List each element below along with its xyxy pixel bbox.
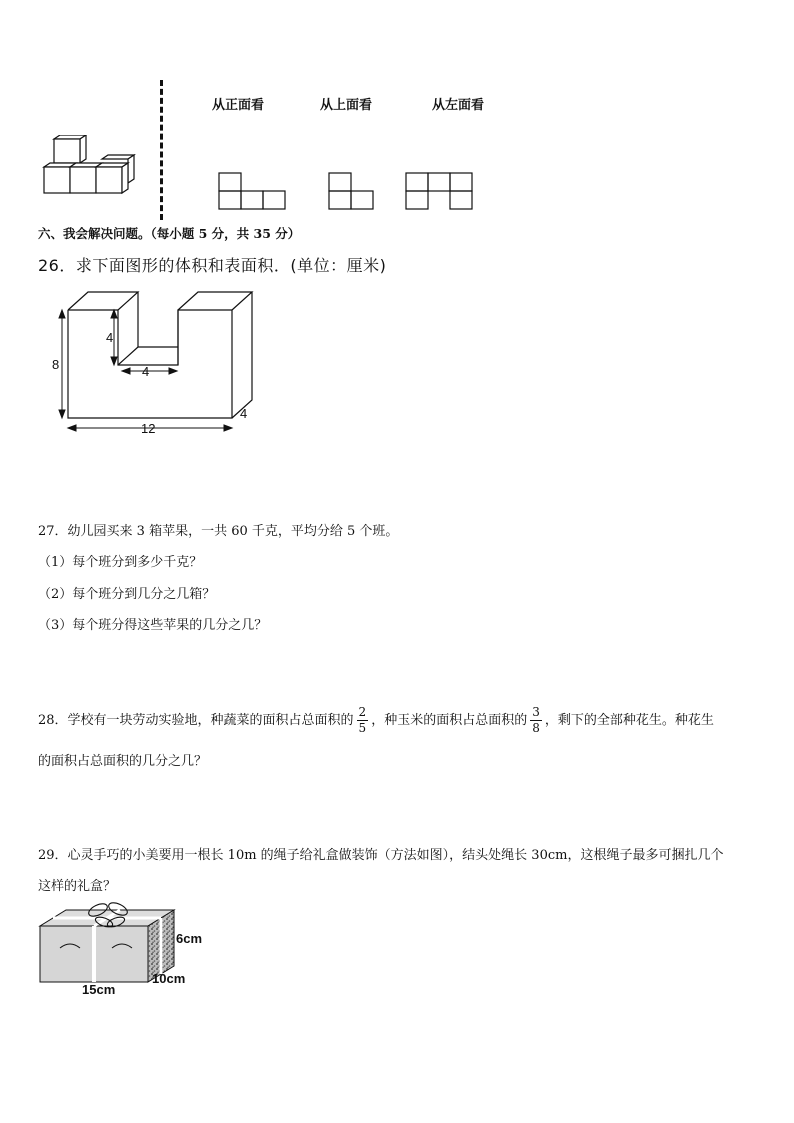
front-view-grid bbox=[218, 172, 290, 212]
front-view-label: 从正面看 bbox=[212, 98, 265, 113]
gift-width-label: 10cm bbox=[152, 971, 186, 986]
question-28-part-1: 28．学校有一块劳动实验地，种蔬菜的面积占总面积的 bbox=[38, 713, 354, 728]
fraction-three-eighths: $\frac{3}{8}$ bbox=[532, 705, 540, 735]
question-29-line-1: 29．心灵手巧的小美要用一根长 10m 的绳子给礼盒做装饰（方法如图），结头处绳长 30cm，这根绳子最多可捆扎几个 bbox=[38, 848, 724, 863]
question-28-part-2: ，种玉米的面积占总面积的 bbox=[371, 713, 528, 728]
fraction-two-fifths: $\frac{2}{5}$ bbox=[358, 705, 367, 735]
top-view-grid bbox=[328, 172, 378, 212]
cube-arrangement-figure bbox=[40, 135, 145, 197]
gift-length-label: 15cm bbox=[82, 982, 116, 997]
dim-notch-width-label: 4 bbox=[142, 364, 150, 379]
dim-depth-label: 4 bbox=[240, 406, 248, 421]
gift-height-label: 6cm bbox=[176, 931, 203, 946]
question-28-line-1 bbox=[38, 703, 714, 739]
question-29-line-2: 这样的礼盒？ bbox=[38, 879, 117, 894]
question-26-text: 26．求下面图形的体积和表面积．(单位：厘米) bbox=[38, 256, 387, 275]
dim-height-label: 8 bbox=[52, 357, 60, 372]
left-view-grid bbox=[405, 172, 477, 212]
question-28-line-2: 的面积占总面积的几分之几？ bbox=[38, 754, 208, 769]
dim-notch-depth-label: 4 bbox=[106, 330, 114, 345]
left-view-label: 从左面看 bbox=[432, 98, 485, 113]
question-27-sub-2: （2）每个班分到几分之几箱？ bbox=[38, 587, 216, 602]
top-view-label: 从上面看 bbox=[320, 98, 373, 113]
question-28-part-3: ，剩下的全部种花生。种花生 bbox=[544, 713, 714, 728]
question-27-text: 27．幼儿园买来 3 箱苹果，一共 60 千克，平均分给 5 个班。 bbox=[38, 524, 399, 539]
section-6-heading: 六、我会解决问题。（每小题 5 分，共 35 分） bbox=[38, 226, 301, 241]
question-27-sub-3: （3）每个班分得这些苹果的几分之几？ bbox=[38, 618, 268, 633]
u-shape-prism-figure bbox=[50, 285, 265, 440]
dim-length-label: 12 bbox=[141, 421, 156, 436]
question-27-sub-1: （1）每个班分到多少千克？ bbox=[38, 555, 203, 570]
gift-box-figure bbox=[36, 898, 211, 998]
dashed-divider bbox=[160, 80, 163, 220]
